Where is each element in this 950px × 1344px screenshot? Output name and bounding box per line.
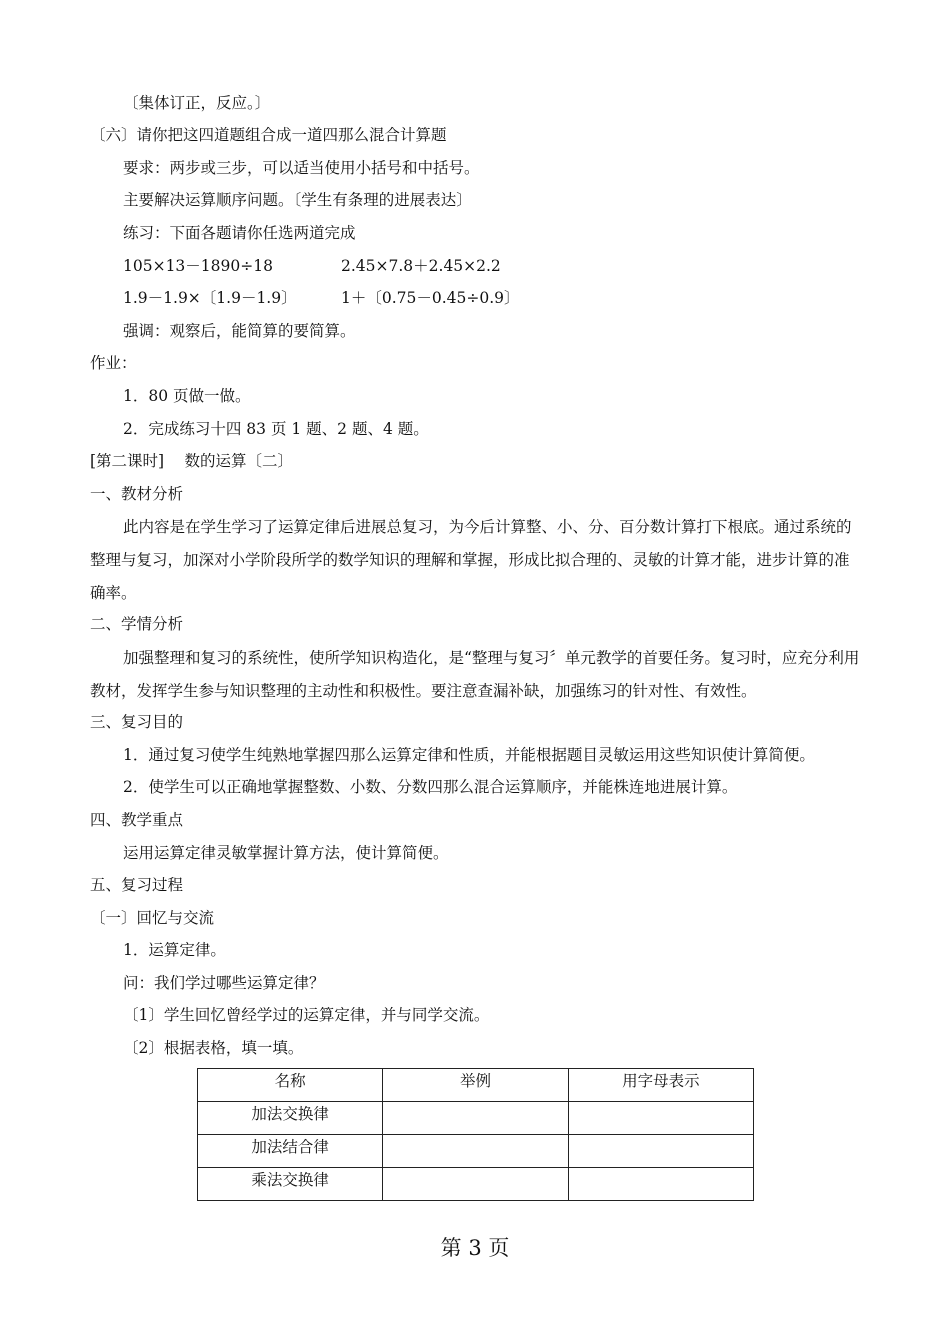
text-line: 1．运算定律。 — [123, 941, 226, 959]
text-line: 2．使学生可以正确地掌握整数、小数、分数四那么混合运算顺序，并能株连地进展计算。 — [123, 778, 738, 796]
text-line: 〔集体订正，反应。〕 — [123, 94, 271, 112]
table-row — [198, 1135, 754, 1168]
table-cell: 乘法交换律 — [198, 1168, 383, 1201]
table-cell — [383, 1102, 568, 1135]
lesson-heading: [第二课时] 数的运算〔二〕 — [90, 452, 294, 470]
text-line: 运用运算定律灵敏掌握计算方法，使计算简便。 — [123, 844, 449, 862]
text-line: 〔2〕根据表格，填一填。 — [123, 1039, 304, 1057]
column-header: 用字母表示 — [568, 1069, 753, 1102]
page-number: 第 3 页 — [440, 1236, 510, 1260]
exercise-expression: 105×13－1890÷18 — [123, 257, 273, 275]
text-line: 强调：观察后，能简算的要简算。 — [123, 322, 356, 340]
text-line: 〔1〕学生回忆曾经学过的运算定律，并与同学交流。 — [123, 1006, 490, 1024]
section-heading: 作业： — [90, 354, 137, 372]
text-line: 练习：下面各题请你任选两道完成 — [123, 224, 356, 242]
exercise-expression: 1.9－1.9×〔1.9－1.9〕 — [123, 289, 297, 307]
exercise-expression: 2.45×7.8＋2.45×2.2 — [341, 257, 501, 275]
text-line: 要求：两步或三步，可以适当使用小括号和中括号。 — [123, 159, 480, 177]
subsection-heading: 〔一〕回忆与交流 — [90, 909, 215, 927]
table-cell — [568, 1168, 753, 1201]
table-cell — [383, 1135, 568, 1168]
text-line: 问：我们学过哪些运算定律？ — [123, 974, 325, 992]
section-heading: 二、学情分析 — [90, 615, 184, 633]
column-header: 举例 — [383, 1069, 568, 1102]
section-heading: 三、复习目的 — [90, 713, 184, 731]
table-cell — [568, 1102, 753, 1135]
operation-laws-table — [197, 1068, 754, 1201]
column-header: 名称 — [198, 1069, 383, 1102]
paragraph: 此内容是在学生学习了运算定律后进展总复习，为今后计算整、小、分、百分数计算打下根底。通过系统的整理与复习，加深对小学阶段所学的数学知识的理解和掌握，形成比拟合理的、灵敏的计算才能，进步计算的准确率。 — [90, 518, 852, 602]
table-row — [198, 1168, 754, 1201]
table-cell — [568, 1135, 753, 1168]
text-line: 主要解决运算顺序问题。〔学生有条理的进展表达〕 — [123, 191, 472, 209]
paragraph: 加强整理和复习的系统性，使所学知识构造化，是“整理与复习〞单元教学的首要任务。复习时，应充分利用教材，发挥学生参与知识整理的主动性和积极性。要注意查漏补缺，加强练习的针对性、有效性。 — [90, 649, 860, 700]
section-heading: 〔六〕请你把这四道题组合成一道四那么混合计算题 — [90, 126, 447, 144]
section-heading: 一、教材分析 — [90, 485, 184, 503]
text-line: 1．80 页做一做。 — [123, 387, 251, 405]
table-row — [198, 1102, 754, 1135]
text-line: 2．完成练习十四 83 页 1 题、2 题、4 题。 — [123, 420, 429, 438]
table-cell: 加法交换律 — [198, 1102, 383, 1135]
table-header-row — [198, 1069, 754, 1102]
table-cell: 加法结合律 — [198, 1135, 383, 1168]
exercise-expression: 1＋〔0.75－0.45÷0.9〕 — [341, 289, 520, 307]
text-line: 1．通过复习使学生纯熟地掌握四那么运算定律和性质，并能根据题目灵敏运用这些知识使计算简便。 — [123, 746, 815, 764]
table-cell — [383, 1168, 568, 1201]
section-heading: 四、教学重点 — [90, 811, 184, 829]
section-heading: 五、复习过程 — [90, 876, 184, 894]
